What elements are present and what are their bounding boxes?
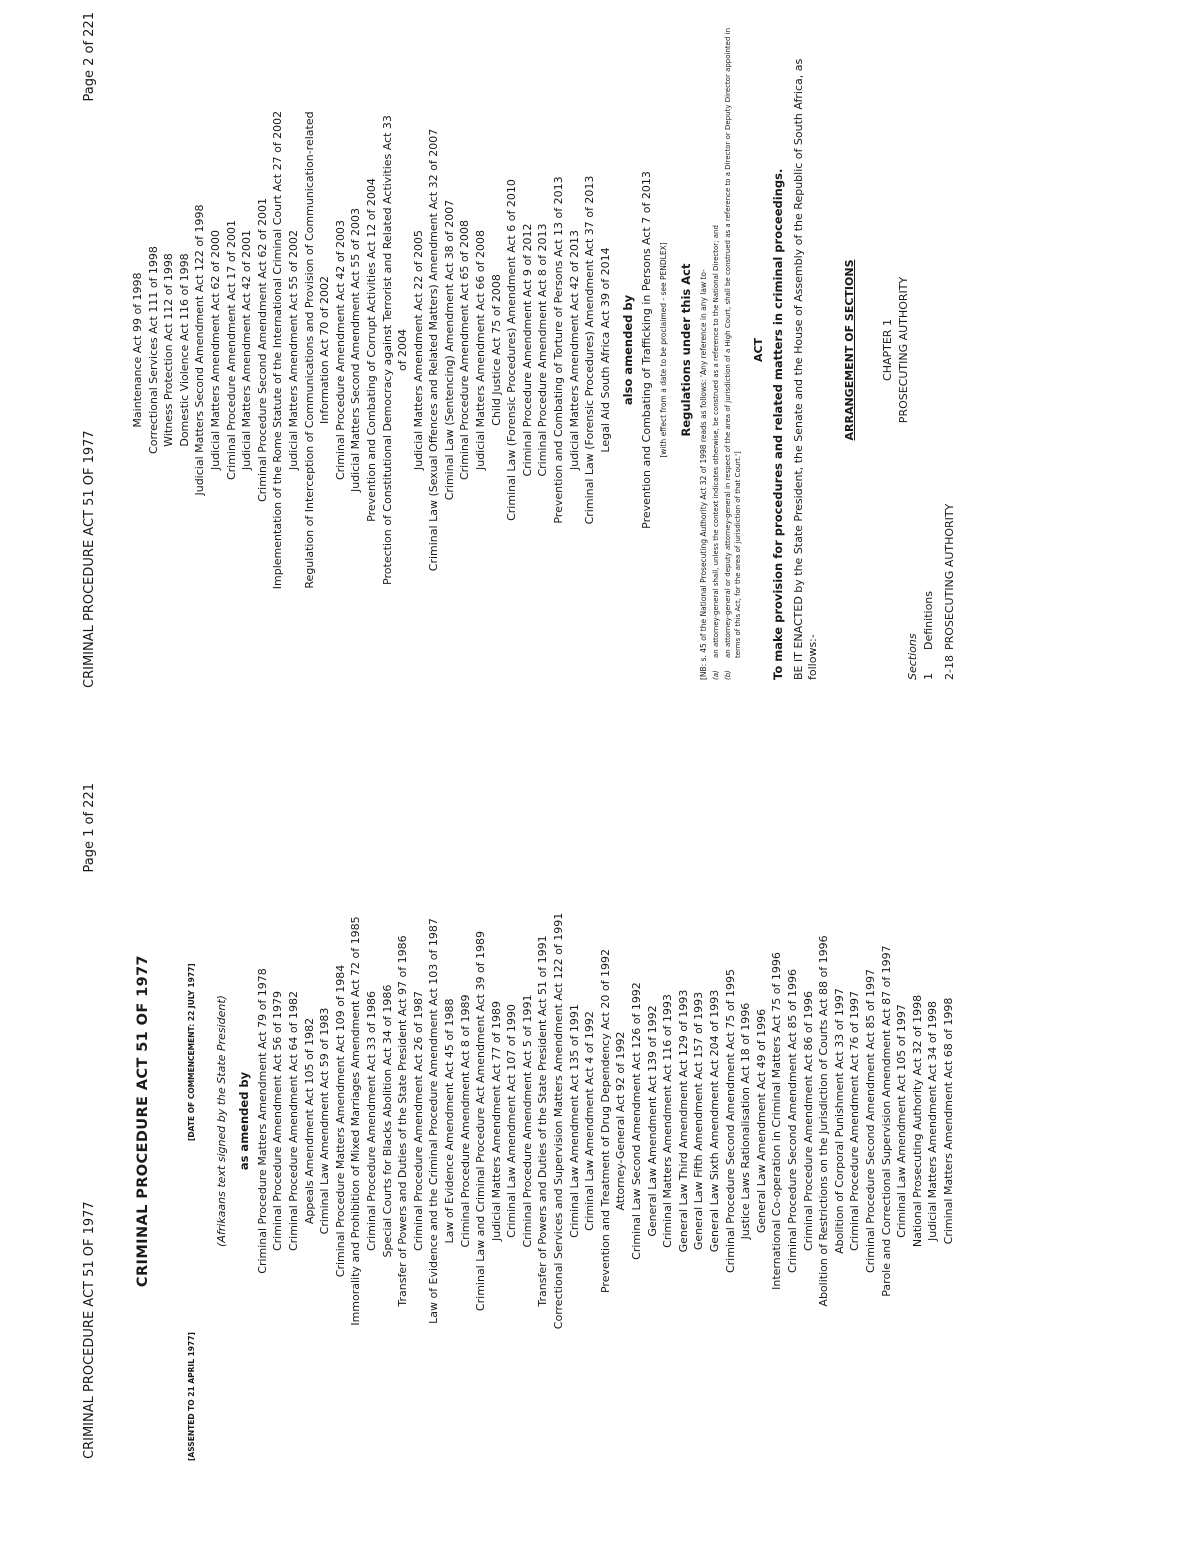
amendment-item: Criminal Law Second Amendment Act 126 of 1992 (630, 982, 644, 1260)
regulations-item-b (724, 28, 743, 680)
amendment-item: International Co-operation in Criminal Matters Act 75 of 1996 (770, 952, 784, 1290)
sections-list (905, 10, 958, 680)
amendment-item: General Law Amendment Act 139 of 1992 (645, 1005, 659, 1237)
amendment-item: Criminal Procedure Amendment Act 76 of 1997 (848, 990, 862, 1252)
amendment-item: Domestic Violence Act 116 of 1998 (177, 253, 191, 447)
amendment-item: Maintenance Act 99 of 1998 (131, 272, 144, 428)
amendment-item: Immorality and Prohibition of Mixed Marriages Amendment Act 72 of 1985 (349, 916, 363, 1326)
amendment-item: Abolition of Corporal Punishment Act 33 of 1997 (832, 988, 846, 1254)
running-header (82, 0, 102, 700)
amendment-item: Criminal Procedure Amendment Act 65 of 2008 (458, 219, 472, 481)
regulations-heading: Regulations under this Act (679, 263, 694, 437)
amendment-item: Child Justice Act 75 of 2008 (489, 274, 503, 426)
amendment-item: Information Act 70 of 2002 (318, 276, 332, 424)
amendment-item: Criminal Law Amendment Act 105 of 1997 (895, 1004, 909, 1238)
amendment-item: Criminal Procedure Matters Amendment Act 109 of 1984 (333, 964, 347, 1278)
amendment-item: Judicial Matters Amendment Act 42 of 2001 (240, 229, 254, 471)
amendment-item: National Prosecuting Authority Act 32 of 1998 (910, 994, 924, 1248)
regulations-item-a (712, 28, 722, 680)
page-2-rotated (60, 0, 1060, 700)
amendment-item: Criminal Law Amendment Act 135 of 1991 (567, 1004, 581, 1238)
amendment-item: Criminal Procedure Amendment Act 8 of 1989 (458, 994, 472, 1248)
amendment-item: Criminal Law Amendment Act 107 of 1990 (505, 1004, 519, 1238)
amendment-item: Attorney-General Act 92 of 1992 (614, 1031, 628, 1211)
amendment-item: Legal Aid South Africa Act 39 of 2014 (598, 247, 612, 453)
regulations-item-text: an attorney-general or deputy attorney-general in respect of the area of jurisdiction of a High Court, shall be construed as a reference to a Director or Deputy Director appointed in terms of this Act, for the area of jurisdiction of that Court.'] (724, 27, 742, 658)
amendment-item: General Law Sixth Amendment Act 204 of 1993 (708, 989, 721, 1253)
enacting-clause: BE IT ENACTED by the State President, the Senate and the House of Assembly of the Republic of South Africa, as follows:- (792, 58, 820, 680)
amendment-item: Criminal Procedure Amendment Act 42 of 2003 (333, 219, 347, 481)
amendment-item: Prevention and Combating of Corrupt Activities Act 12 of 2004 (364, 178, 378, 522)
amendment-item: Criminal Procedure Amendment Act 26 of 1987 (411, 990, 425, 1252)
also-amended-heading: also amended by (621, 294, 636, 406)
amendment-item: Criminal Procedure Second Amendment Act 85 of 1997 (863, 968, 877, 1274)
amendment-item: Regulation of Interception of Communications and Provision of Communication-related (302, 111, 316, 589)
amendment-item: Abolition of Restrictions on the Jurisdiction of Courts Act 88 of 1996 (817, 935, 831, 1307)
assent-dates (184, 781, 208, 1461)
amendment-item: General Law Amendment Act 49 of 1996 (754, 1008, 768, 1234)
amendment-item: Judicial Matters Amendment Act 22 of 2005 (411, 229, 425, 471)
amendment-item: Criminal Matters Amendment Act 116 of 1993 (661, 994, 675, 1248)
amendment-item: Correctional Services and Supervision Matters Amendment Act 122 of 1991 (552, 912, 566, 1330)
section-row (942, 10, 958, 680)
amendment-item: Special Courts for Blacks Abolition Act 34 of 1986 (380, 984, 394, 1258)
amendment-item: of 2004 (396, 328, 410, 372)
amendment-item: Law of Evidence Amendment Act 45 of 1988 (442, 998, 456, 1244)
amendment-item: Criminal Law and Criminal Procedure Act Amendment Act 39 of 1989 (474, 930, 488, 1312)
regulations-item-text: an attorney-general shall, unless the context indicates otherwise, be construed as a reference to the National Director; and (711, 225, 720, 658)
amendment-item: Judicial Matters Second Amendment Act 55 of 2003 (349, 208, 363, 493)
also-amended-act: Prevention and Combating of Trafficking in Persons Act 7 of 2013 (640, 171, 653, 529)
amendment-item: Criminal Procedure Matters Amendment Act 79 of 1978 (255, 968, 269, 1274)
amendment-item: Law of Evidence and the Criminal Procedure Amendment Act 103 of 1987 (427, 918, 441, 1324)
running-header (82, 771, 102, 1471)
page-2-content (130, 10, 958, 690)
amendment-item: Judicial Matters Amendment Act 62 of 2000 (208, 229, 222, 471)
amendment-item: Judicial Matters Second Amendment Act 122 of 1998 (193, 204, 207, 496)
amendment-item: Criminal Law (Forensic Procedures) Amendment Act 6 of 2010 (505, 179, 519, 521)
page-number: Page 2 of 221 (82, 12, 97, 102)
regulations-note: [NB: s. 45 of the National Prosecuting Authority Act 32 of 1998 reads as follows: 'Any reference in any law to- (698, 269, 708, 680)
amendment-item: Criminal Procedure Amendment Act 56 of 1979 (271, 990, 285, 1252)
amendment-item: Judicial Matters Amendment Act 77 of 1989 (489, 1000, 503, 1242)
document-page-1 (60, 771, 1060, 1461)
amendment-item: Prevention and Combating of Torture of Persons Act 13 of 2013 (552, 176, 566, 524)
amendment-item: Correctional Services Act 111 of 1998 (146, 246, 160, 454)
amendment-item: Criminal Procedure Amendment Act 9 of 2012 (520, 223, 534, 477)
amendment-item: Criminal Procedure Amendment Act 5 of 1991 (520, 994, 534, 1248)
chapter-title: PROSECUTING AUTHORITY (896, 276, 910, 424)
amendment-item: Parole and Correctional Supervision Amendment Act 87 of 1997 (879, 945, 893, 1297)
sections-label: Sections (906, 633, 920, 680)
section-number: 1 (921, 673, 935, 680)
amendment-item: Criminal Law Amendment Act 4 of 1992 (583, 1011, 597, 1231)
regulations-item-label: (a) (711, 670, 720, 680)
amendment-item: Criminal Procedure Amendment Act 17 of 2001 (224, 219, 238, 481)
running-header-title: CRIMINAL PROCEDURE ACT 51 OF 1977 (82, 430, 97, 688)
amendment-item: Criminal Law (Sexual Offences and Related Matters) Amendment Act 32 of 2007 (427, 128, 441, 572)
amendment-item: Judicial Matters Amendment Act 55 of 2002 (286, 229, 300, 471)
long-title: To make provision for procedures and related matters in criminal proceedings. (770, 168, 785, 680)
page-number: Page 1 of 221 (82, 783, 97, 873)
section-title: PROSECUTING AUTHORITY (943, 503, 957, 650)
amendment-item: Criminal Procedure Amendment Act 33 of 1986 (364, 990, 378, 1252)
amended-heading: as amended by (237, 1071, 252, 1171)
amendment-item: Witness Protection Act 112 of 1998 (162, 253, 176, 447)
amendment-list (255, 781, 957, 1461)
amendment-item: Implementation of the Rome Statute of the International Criminal Court Act 27 of 2002 (271, 110, 285, 590)
amendment-item: Protection of Constitutional Democracy against Terrorist and Related Activities Act 33 (380, 115, 394, 585)
amendment-item: Criminal Law (Forensic Procedures) Amendment Act 37 of 2013 (583, 175, 597, 525)
act-heading: ACT (752, 337, 766, 363)
amendment-item: Criminal Procedure Second Amendment Act 75 of 1995 (723, 968, 737, 1274)
amendment-item: General Law Fifth Amendment Act 157 of 1993 (692, 991, 706, 1251)
running-header-title: CRIMINAL PROCEDURE ACT 51 OF 1977 (82, 1201, 97, 1459)
commencement-date: [DATE OF COMMENCEMENT: 22 JULY 1977] (186, 963, 196, 1141)
amendment-item: Criminal Procedure Second Amendment Act 85 of 1996 (785, 968, 799, 1274)
amendment-item: Criminal Procedure Amendment Act 86 of 1996 (801, 990, 815, 1252)
document-page-2 (60, 0, 1060, 688)
section-row (921, 10, 937, 680)
signed-note: (Afrikaans text signed by the State President) (214, 995, 228, 1247)
amendment-item: Judicial Matters Amendment Act 66 of 2008 (474, 229, 488, 471)
arrangement-heading: ARRANGEMENT OF SECTIONS (843, 259, 857, 441)
amendment-list-continued (130, 10, 613, 690)
amendment-item: Judicial Matters Amendment Act 34 of 1998 (926, 1000, 940, 1242)
act-title: CRIMINAL PROCEDURE ACT 51 OF 1977 (135, 954, 151, 1288)
amendment-item: Criminal Law Amendment Act 59 of 1983 (318, 1007, 332, 1235)
amendment-item: Criminal Procedure Amendment Act 8 of 2013 (536, 223, 550, 477)
amendment-item: Criminal Matters Amendment Act 68 of 1998 (941, 997, 955, 1245)
amendment-item: Judicial Matters Amendment Act 42 of 2013 (567, 229, 581, 471)
amendment-item: Transfer of Powers and Duties of the State President Act 97 of 1986 (396, 935, 410, 1307)
also-amended-note: [with effect from a date to be proclaimed - see PENDLEX] (658, 242, 668, 458)
amendment-item: Justice Laws Rationalisation Act 18 of 1996 (739, 1002, 753, 1240)
chapter-label: CHAPTER 1 (880, 319, 894, 381)
regulations-item-label: (b) (724, 670, 733, 680)
amendment-item: Appeals Amendment Act 105 of 1982 (302, 1017, 316, 1225)
section-number: 2-18 (943, 655, 957, 680)
amendment-item: Criminal Law (Sentencing) Amendment Act 38 of 2007 (442, 199, 456, 501)
amendment-item: Transfer of Powers and Duties of the State President Act 51 of 1991 (536, 935, 550, 1307)
amendment-item: Criminal Procedure Second Amendment Act 62 of 2001 (255, 197, 269, 503)
assented-date: [ASSENTED TO 21 APRIL 1977] (186, 1332, 196, 1461)
section-title: Definitions (921, 591, 935, 650)
amendment-item: General Law Third Amendment Act 129 of 1993 (676, 989, 690, 1253)
amendment-item: Prevention and Treatment of Drug Dependency Act 20 of 1992 (598, 948, 612, 1294)
page-1-rotated (60, 771, 1060, 1471)
page-1-content (130, 781, 957, 1461)
amendment-item: Criminal Procedure Amendment Act 64 of 1982 (286, 990, 300, 1252)
